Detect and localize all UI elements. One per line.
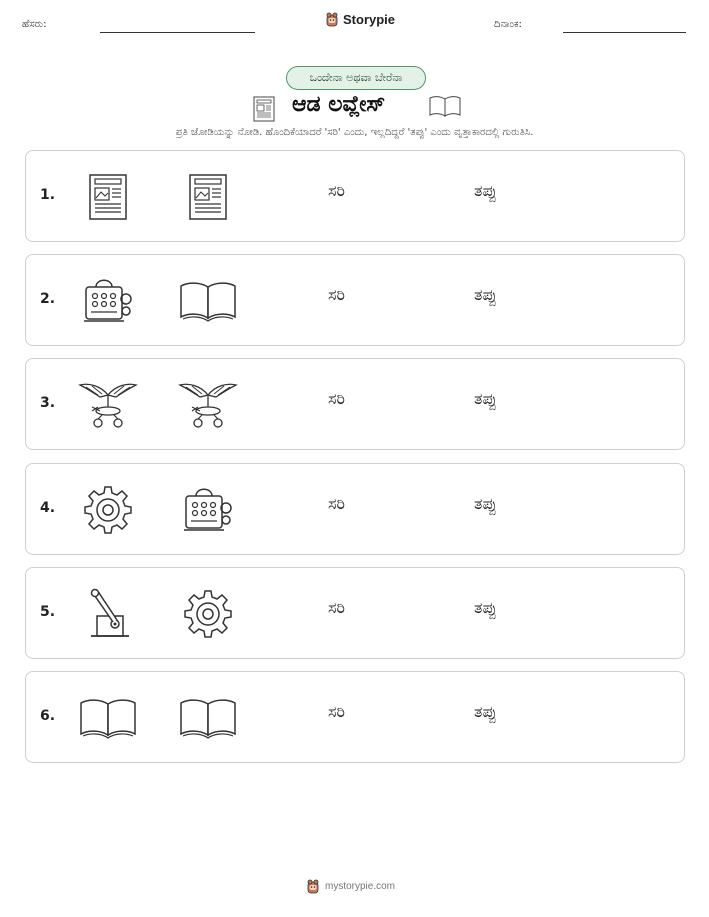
footer-site[interactable]: mystorypie.com [325, 881, 396, 892]
false-option[interactable]: ತಪ್ಪು [474, 285, 497, 304]
date-write-line[interactable] [563, 32, 686, 33]
exercise-row [25, 463, 685, 555]
exercise-row [25, 150, 685, 242]
category-badge: ಒಂದೇನಾ ಅಥವಾ ಬೇರೆನಾ [286, 66, 426, 90]
row-number: 1. [40, 187, 56, 203]
false-option[interactable]: ತಪ್ಪು [474, 494, 497, 513]
exercise-row [25, 254, 685, 346]
row-number: 4. [40, 500, 56, 516]
page-title: ಆಡ ಲವ್ಲೇಸ್ [292, 92, 386, 117]
brand-logo [325, 12, 395, 27]
true-option[interactable]: ಸರಿ [328, 494, 345, 513]
true-option[interactable]: ಸರಿ [328, 389, 345, 408]
false-option[interactable]: ತಪ್ಪು [474, 389, 497, 408]
newspaper-icon [178, 169, 238, 225]
flying-machine-icon [178, 377, 238, 433]
exercise-row [25, 567, 685, 659]
true-option[interactable]: ಸರಿ [328, 702, 345, 721]
crank-lever-icon [78, 586, 138, 642]
exercise-row [25, 671, 685, 763]
flying-machine-icon [78, 377, 138, 433]
mascot-icon [325, 12, 339, 27]
newspaper-icon [78, 169, 138, 225]
instructions: ಪ್ರತಿ ಜೋಡಿಯನ್ನು ನೋಡಿ. ಹೊಂದಿಕೆಯಾದರೆ 'ಸರಿ' ಎಂದು, ಇಲ್ಲದಿದ್ದರೆ 'ತಪ್ಪು' ಎಂದು ವೃತ್ತಾಕಾರದಲ್ಲಿ ಗುರುತಿಸಿ. [175, 127, 534, 138]
false-option[interactable]: ತಪ್ಪು [474, 181, 497, 200]
row-number: 3. [40, 395, 56, 411]
row-number: 5. [40, 604, 56, 620]
true-option[interactable]: ಸರಿ [328, 285, 345, 304]
open-book-icon [178, 690, 238, 746]
open-book-icon [428, 94, 462, 118]
brand-name: Storypie [343, 12, 396, 27]
exercise-row [25, 358, 685, 450]
false-option[interactable]: ತಪ್ಪು [474, 702, 497, 721]
gear-icon [78, 482, 138, 538]
row-number: 6. [40, 708, 56, 724]
true-option[interactable]: ಸರಿ [328, 181, 345, 200]
gear-icon [178, 586, 238, 642]
mascot-icon [306, 879, 320, 894]
open-book-icon [178, 273, 238, 329]
name-write-line[interactable] [100, 32, 255, 33]
true-option[interactable]: ಸರಿ [328, 598, 345, 617]
false-option[interactable]: ತಪ್ಪು [474, 598, 497, 617]
newspaper-icon [253, 96, 275, 122]
title-row [0, 90, 709, 122]
analytical-engine-icon [178, 482, 238, 538]
analytical-engine-icon [78, 273, 138, 329]
date-label: ದಿನಾಂಕ: [494, 19, 522, 30]
open-book-icon [78, 690, 138, 746]
name-label: ಹೆಸರು: [22, 19, 47, 30]
footer [306, 879, 395, 894]
row-number: 2. [40, 291, 56, 307]
